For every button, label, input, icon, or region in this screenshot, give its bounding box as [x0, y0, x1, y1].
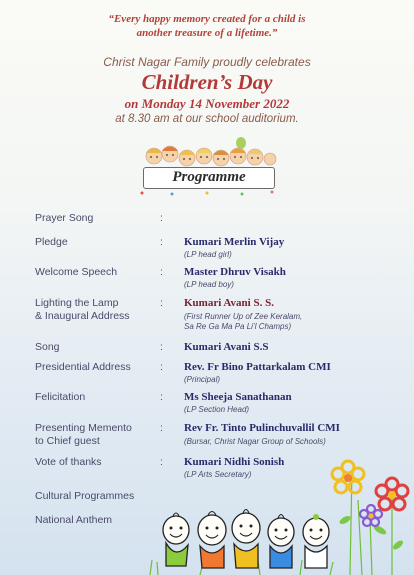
event-time-place: at 8.30 am at our school auditorium.	[115, 113, 299, 125]
programme-item: Vote of thanks	[35, 456, 102, 468]
quote-line-1: “Every happy memory created for a child is	[108, 13, 306, 25]
programme-banner: Programme	[143, 167, 275, 189]
separator: :	[160, 361, 163, 373]
performer-detail: (Bursar, Christ Nagar Group of Schools)	[184, 437, 326, 446]
programme-item-line2: & Inaugural Address	[35, 310, 130, 322]
programme-item: Lighting the Lamp	[35, 297, 119, 309]
separator: :	[160, 341, 163, 353]
performer-detail: (LP Section Head)	[184, 405, 250, 414]
performer-name: Kumari Avani S. S.	[184, 297, 274, 309]
event-title: Children’s Day	[141, 70, 273, 94]
performer-detail: (First Runner Up of Zee Keralam,	[184, 312, 303, 321]
separator: :	[160, 266, 163, 278]
programme-item: Presidential Address	[35, 361, 131, 373]
programme-item: Cultural Programmes	[35, 490, 135, 502]
performer-detail: (LP head girl)	[184, 250, 232, 259]
performer-name: Kumari Merlin Vijay	[184, 236, 285, 248]
performer-name: Rev. Fr Bino Pattarkalam CMI	[184, 361, 331, 373]
programme-item: Felicitation	[35, 391, 86, 403]
performer-detail-line2: Sa Re Ga Ma Pa Li’l Champs)	[184, 322, 292, 331]
programme-item: Prayer Song	[35, 212, 94, 224]
programme-item: National Anthem	[35, 514, 113, 526]
performer-detail: (LP head boy)	[184, 280, 234, 289]
separator: :	[160, 422, 163, 434]
performer-name: Rev Fr. Tinto Pulinchuvallil CMI	[184, 422, 340, 434]
programme-item: Pledge	[35, 236, 68, 248]
programme-item: Presenting Memento	[35, 422, 132, 434]
event-date: on Monday 14 November 2022	[124, 96, 290, 111]
performer-name: Kumari Nidhi Sonish	[184, 456, 285, 468]
celebrates-text: Christ Nagar Family proudly celebrates	[103, 55, 311, 69]
separator: :	[160, 391, 163, 403]
programme-item: Song	[35, 341, 60, 353]
performer-name: Kumari Avani S.S	[184, 341, 269, 353]
performer-detail: (LP Arts Secretary)	[184, 470, 252, 479]
quote-line-2: another treasure of a lifetime.”	[136, 27, 278, 39]
programme-item: Welcome Speech	[35, 266, 118, 278]
performer-name: Master Dhruv Visakh	[184, 266, 286, 278]
performer-detail: (Principal)	[184, 375, 221, 384]
separator: :	[160, 212, 163, 224]
separator: :	[160, 456, 163, 468]
programme-item-line2: to Chief guest	[35, 435, 100, 447]
performer-name: Ms Sheeja Sanathanan	[184, 391, 292, 403]
separator: :	[160, 297, 163, 309]
separator: :	[160, 236, 163, 248]
